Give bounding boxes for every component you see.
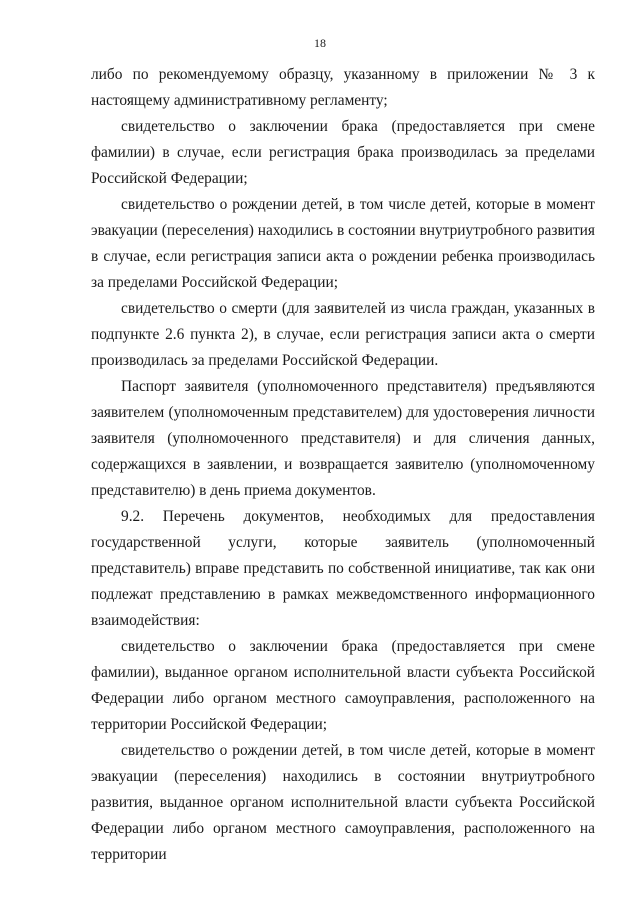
paragraph: свидетельство о заключении брака (предоставляется при смене фамилии) в случае, если регистрация брака производилась за пределами Российской Федерации;	[91, 118, 595, 187]
paragraph: 9.2. Перечень документов, необходимых для предоставления государственной услуги, которые заявитель (уполномоченный представитель) вправе представить по собственной инициативе, так как они подлежат представлению в рамках межведомственного информационного взаимодействия:	[91, 508, 595, 629]
paragraph: либо по рекомендуемому образцу, указанному в приложении № 3 к настоящему административному регламенту;	[91, 66, 595, 109]
paragraph: свидетельство о рождении детей, в том числе детей, которые в момент эвакуации (переселения) находились в состоянии внутриутробного развития, выданное органом исполнительной власти субъекта Российской Федерации либо органом местного самоуправления, расположенного на территории	[91, 742, 595, 863]
document-body	[91, 62, 595, 868]
page-number: 18	[314, 36, 326, 50]
paragraph: свидетельство о заключении брака (предоставляется при смене фамилии), выданное органом исполнительной власти субъекта Российской Федерации либо органом местного самоуправления, расположенного на территории Российской Федерации;	[91, 638, 595, 733]
paragraph: свидетельство о смерти (для заявителей из числа граждан, указанных в подпункте 2.6 пункта 2), в случае, если регистрация записи акта о смерти производилась за пределами Российской Федерации.	[91, 300, 595, 369]
paragraph: Паспорт заявителя (уполномоченного представителя) предъявляются заявителем (уполномоченным представителем) для удостоверения личности заявителя (уполномоченного представителя) и для сличения данных, содержащихся в заявлении, и возвращается заявителю (уполномоченному представителю) в день приема документов.	[91, 378, 595, 499]
paragraph: свидетельство о рождении детей, в том числе детей, которые в момент эвакуации (переселения) находились в состоянии внутриутробного развития в случае, если регистрация записи акта о рождении ребенка производилась за пределами Российской Федерации;	[91, 196, 595, 291]
